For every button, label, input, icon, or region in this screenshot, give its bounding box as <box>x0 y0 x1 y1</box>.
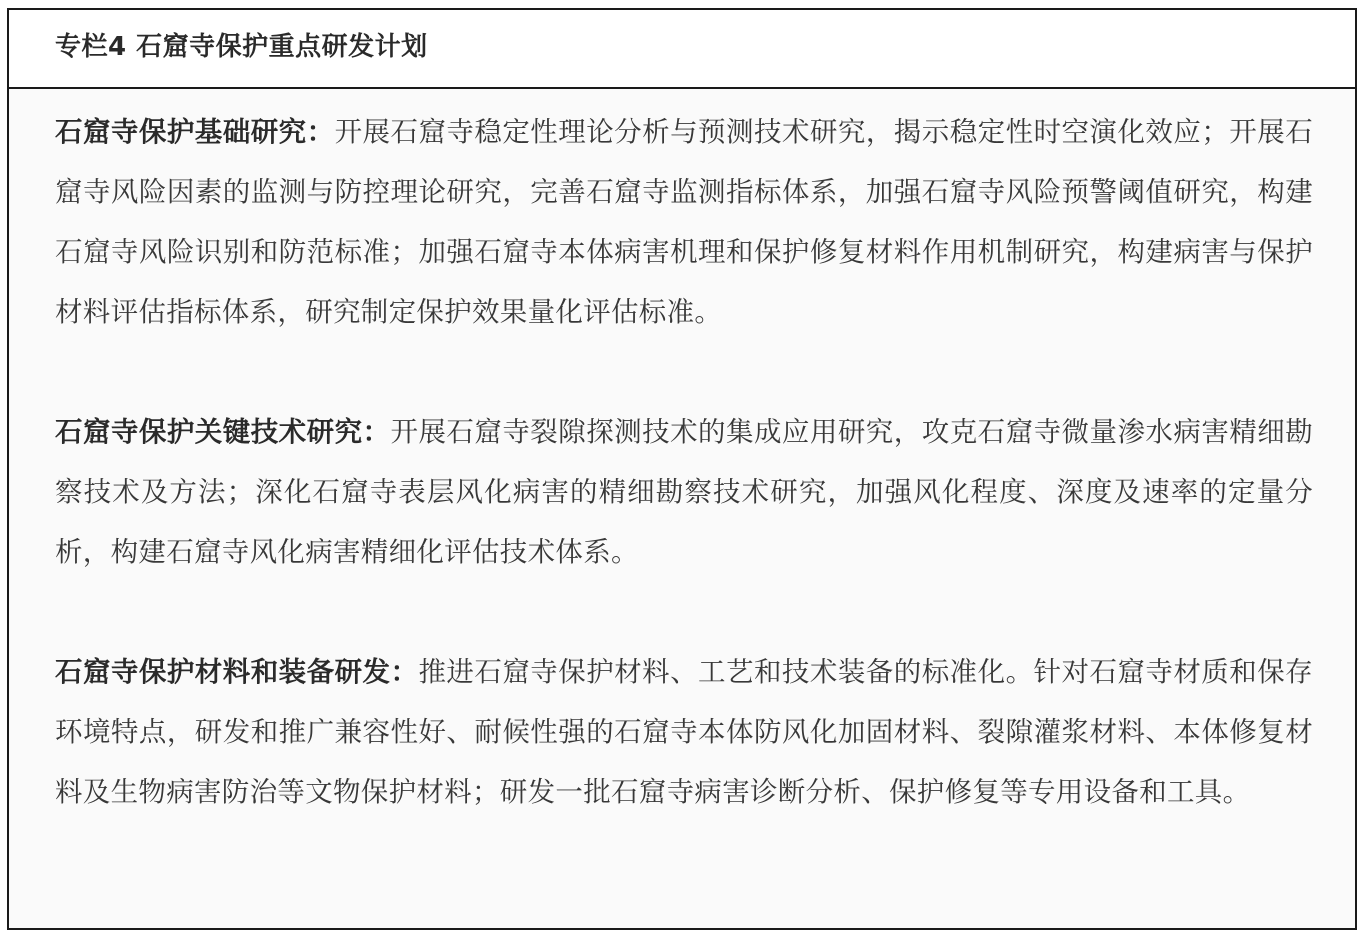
section-key-technology <box>55 402 1313 582</box>
section-heading: 石窟寺保护材料和装备研发： <box>55 656 419 688</box>
column-title: 专栏4 石窟寺保护重点研发计划 <box>55 32 428 62</box>
section-text: 开展石窟寺裂隙探测技术的集成应用研究，攻克石窟寺微量渗水病害精细勘察技术及方法；深化石窟寺表层风化病害的精细勘察技术研究，加强风化程度、深度及速率的定量分析，构建石窟寺风化病害精细化评估技术体系。 <box>55 416 1313 568</box>
column-header <box>9 10 1355 89</box>
column-box <box>7 8 1357 930</box>
section-text: 开展石窟寺稳定性理论分析与预测技术研究，揭示稳定性时空演化效应；开展石窟寺风险因素的监测与防控理论研究，完善石窟寺监测指标体系，加强石窟寺风险预警阈值研究，构建石窟寺风险识别和防范标准；加强石窟寺本体病害机理和保护修复材料作用机制研究，构建病害与保护材料评估指标体系，研究制定保护效果量化评估标准。 <box>55 116 1313 328</box>
section-heading: 石窟寺保护关键技术研究： <box>55 416 391 448</box>
section-basic-research <box>55 102 1313 342</box>
section-materials-equipment <box>55 642 1313 822</box>
section-text: 推进石窟寺保护材料、工艺和技术装备的标准化。针对石窟寺材质和保存环境特点，研发和推广兼容性好、耐候性强的石窟寺本体防风化加固材料、裂隙灌浆材料、本体修复材料及生物病害防治等文物保护材料；研发一批石窟寺病害诊断分析、保护修复等专用设备和工具。 <box>55 656 1313 808</box>
section-heading: 石窟寺保护基础研究： <box>55 116 335 148</box>
column-body <box>55 102 1313 822</box>
